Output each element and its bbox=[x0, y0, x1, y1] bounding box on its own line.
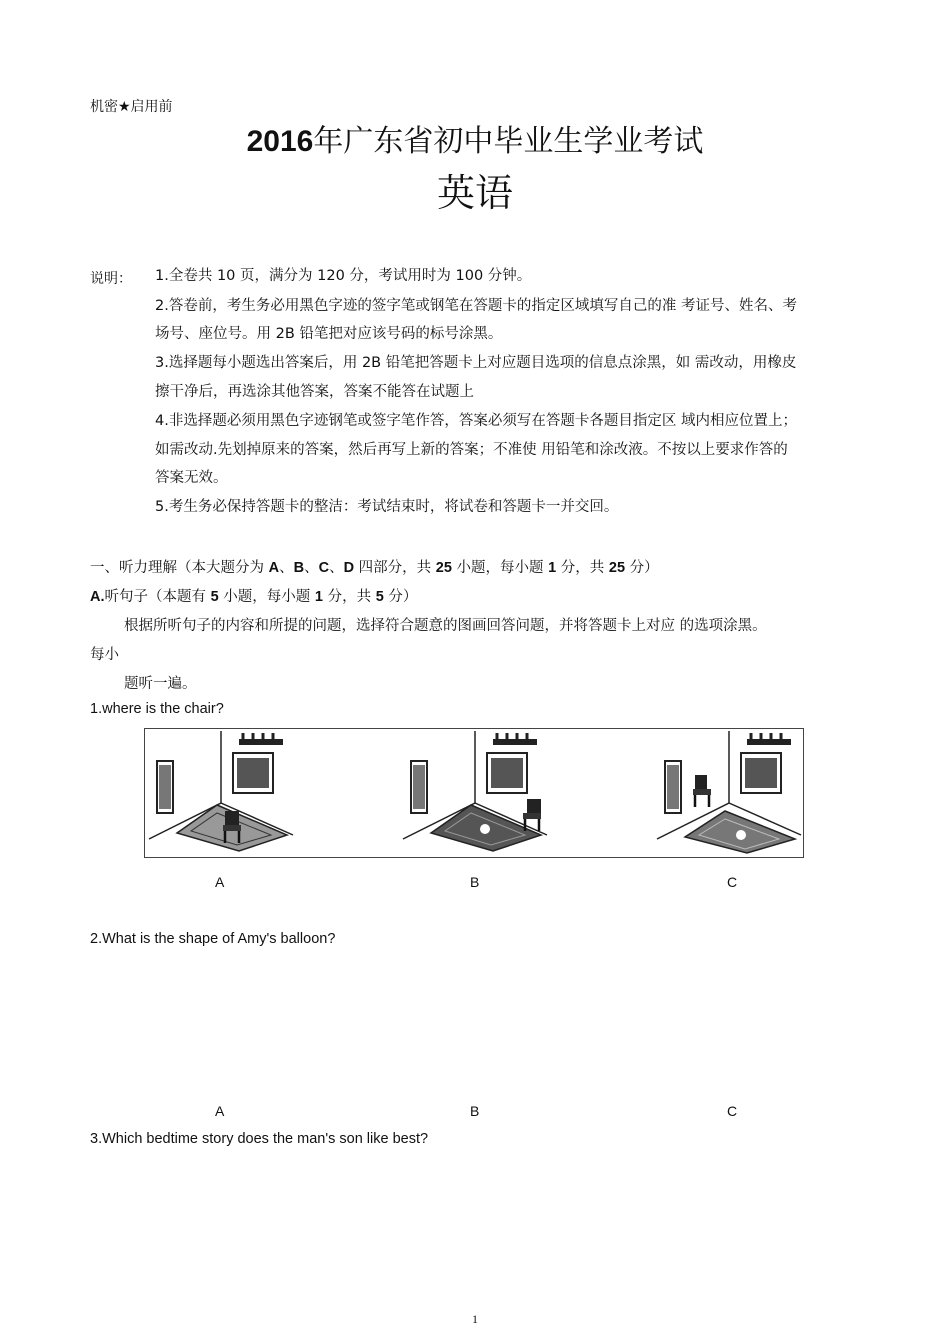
option-label: A bbox=[215, 1103, 225, 1119]
instruction-line: 3.选择题每小题选出答案后，用 2B 铅笔把答题卡上对应题目选项的信息点涂黑，如 需改动，用橡皮 bbox=[155, 355, 797, 371]
exam-title-year: 2016 bbox=[246, 125, 314, 158]
instruction-line: 2.答卷前，考生务必用黑色字迹的签字笔或钢笔在答题卡的指定区域填写自己的准 考证号、姓名、考 bbox=[155, 298, 797, 314]
instruction-line: 答案无效。 bbox=[155, 470, 228, 486]
confidential-mark: 机密★启用前 bbox=[90, 99, 173, 115]
instruction-line: 场号、座位号。用 2B 铅笔把对应该号码的标号涂黑。 bbox=[155, 326, 503, 342]
room-picture-a bbox=[147, 731, 295, 855]
exam-title bbox=[0, 116, 950, 160]
instructions-label: 说明： bbox=[90, 271, 132, 287]
room-picture-b bbox=[401, 731, 549, 855]
instruction-line: 4.非选择题必须用黑色字迹钢笔或签字笔作答，答案必须写在答题卡各题目指定区 域内相应位置上； bbox=[155, 413, 797, 429]
instruction-line: 5.考生务必保持答题卡的整洁：考试结束时，将试卷和答题卡一并交回。 bbox=[155, 499, 619, 515]
instruction-line: 擦干净后，再选涂其他答案，答案不能答在试题上 bbox=[155, 384, 474, 400]
option-label: C bbox=[727, 874, 738, 890]
option-label: C bbox=[727, 1103, 738, 1119]
instruction-line: 1.全卷共 10 页，满分为 120 分，考试用时为 100 分钟。 bbox=[155, 268, 532, 284]
part-a-heading: A.听句子（本题有 5 小题，每小题 1 分，共 5 分） bbox=[90, 589, 418, 605]
page-number: 1 bbox=[472, 1312, 478, 1326]
part-a-direction-cont: 题听一遍。 bbox=[124, 676, 197, 692]
room-picture-c bbox=[655, 731, 803, 855]
option-label: B bbox=[470, 1103, 480, 1119]
option-label: B bbox=[470, 874, 480, 890]
exam-title-text: 年广东省初中毕业生学业考试 bbox=[313, 124, 704, 159]
section-heading: 一、听力理解（本大题分为 A、B、C、D 四部分，共 25 小题，每小题 1 分，共 25 分） bbox=[90, 560, 659, 576]
part-a-direction: 根据所听句子的内容和所提的问题，选择符合题意的图画回答问题，并将答题卡上对应 的选项涂黑。 bbox=[124, 618, 767, 634]
question-1: 1.where is the chair? bbox=[90, 701, 224, 717]
question-2: 2.What is the shape of Amy's balloon? bbox=[90, 931, 336, 947]
question-1-pictures bbox=[144, 728, 804, 858]
question-3: 3.Which bedtime story does the man's son like best? bbox=[90, 1131, 429, 1147]
instruction-line: 如需改动.先划掉原来的答案，然后再写上新的答案；不准使 用铅笔和涂改液。不按以上要求作答的 bbox=[155, 442, 788, 458]
subject-title: 英语 bbox=[436, 171, 513, 215]
option-label: A bbox=[215, 874, 225, 890]
part-a-direction-cont: 每小 bbox=[90, 647, 119, 663]
